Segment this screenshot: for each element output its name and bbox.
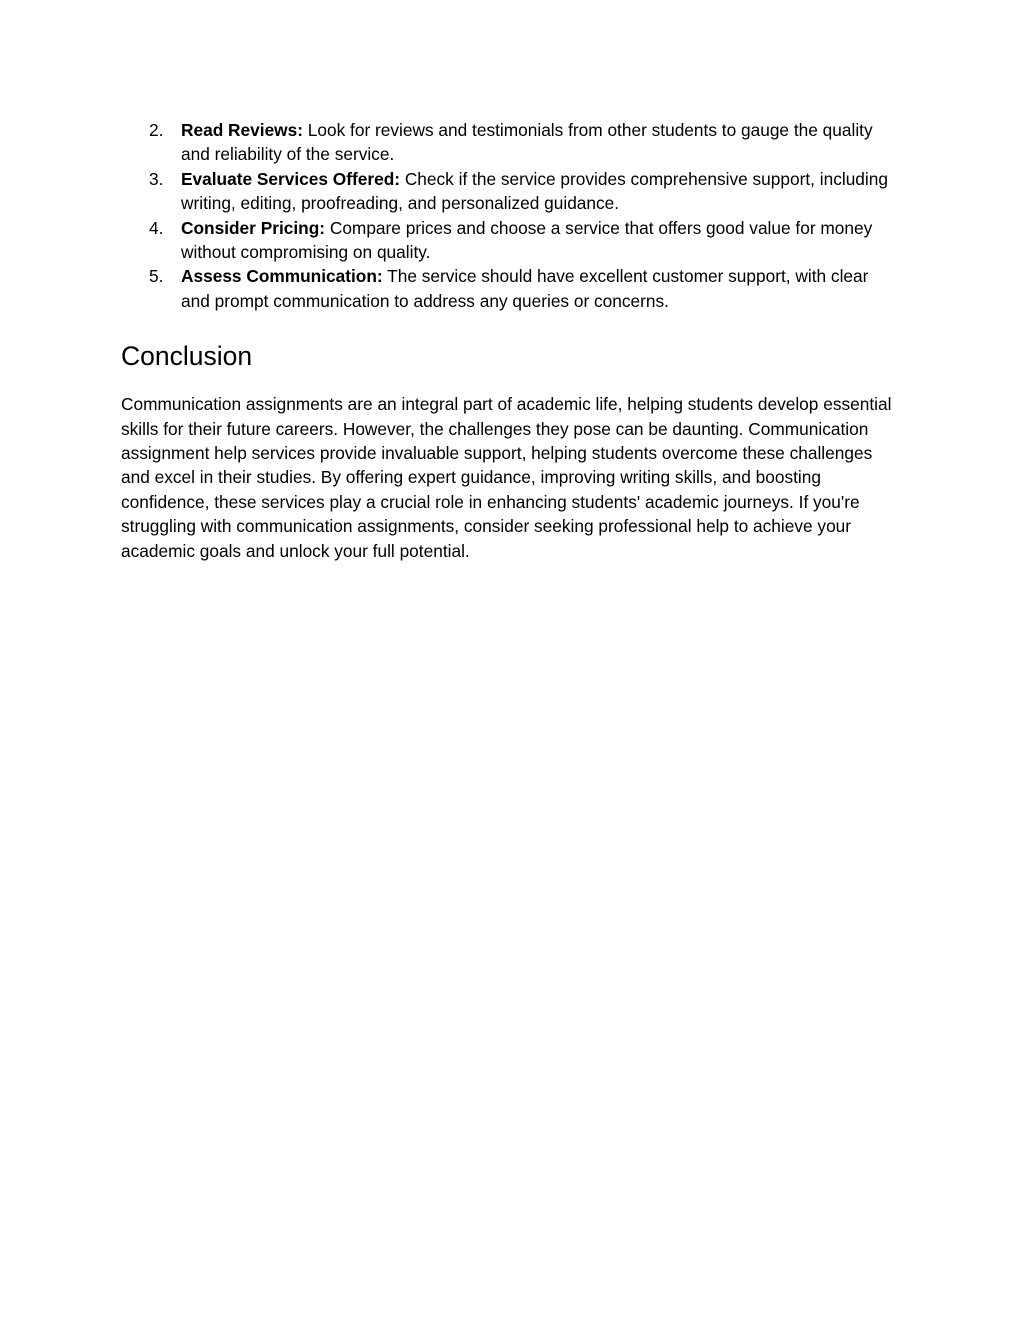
list-item xyxy=(121,264,901,313)
list-item-term: Assess Communication: xyxy=(181,266,383,287)
list-item-text: Check if the service provides comprehensive support, including writing, editing, proofreading, and personalized guidance. xyxy=(181,168,888,214)
numbered-list xyxy=(121,118,901,313)
list-item-term: Read Reviews: xyxy=(181,120,303,140)
list-item xyxy=(121,167,901,216)
list-item-number: 2. xyxy=(149,120,164,140)
list-item-text: Compare prices and choose a service that offers good value for money without compromising on quality. xyxy=(181,217,873,263)
page-content xyxy=(121,118,901,563)
list-item-term: Evaluate Services Offered: xyxy=(181,168,401,189)
list-item xyxy=(121,216,901,265)
list-item-text: Look for reviews and testimonials from other students to gauge the quality and reliability of the service. xyxy=(181,120,873,165)
conclusion-paragraph: Communication assignments are an integral part of academic life, helping students develop essential skills for their future careers. However, the challenges they pose can be daunting. Communication assignment help services provide invaluable support, helping students overcome these challenges and excel in their studies. By offering expert guidance, improving writing skills, and boosting confidence, these services play a crucial role in enhancing students' academic journeys. If you're struggling with communication assignments, consider seeking professional help to achieve your academic goals and unlock your full potential. xyxy=(121,394,892,561)
list-item-number: 4. xyxy=(149,217,164,238)
list-item-number: 5. xyxy=(149,266,164,287)
list-item-text: The service should have excellent customer support, with clear and prompt communication to address any queries or concerns. xyxy=(181,266,869,311)
conclusion-heading: Conclusion xyxy=(121,341,253,372)
list-item xyxy=(121,118,901,167)
list-item-number: 3. xyxy=(149,168,164,189)
list-item-term: Consider Pricing: xyxy=(181,217,326,238)
